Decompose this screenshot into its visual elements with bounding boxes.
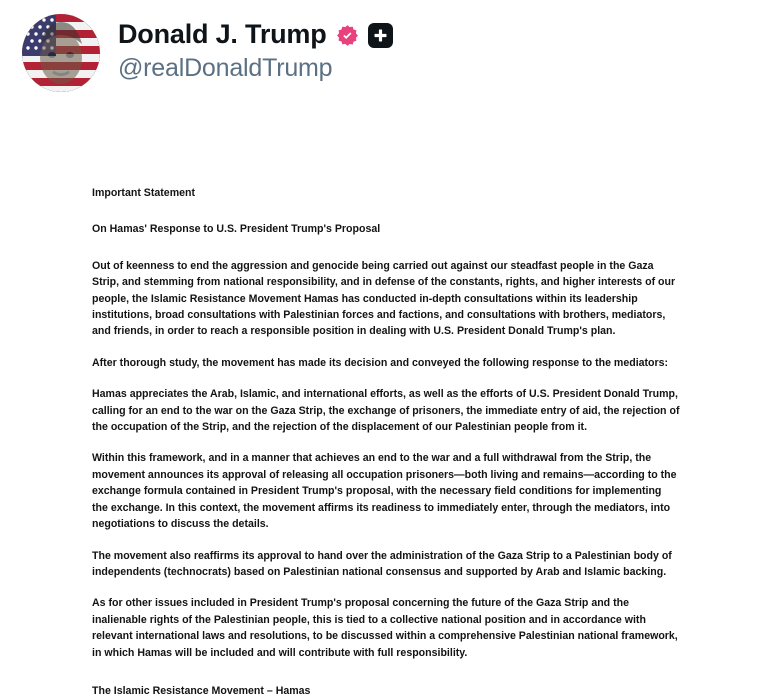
statement-body (92, 185, 680, 699)
name-block (118, 14, 393, 82)
statement-paragraph: Hamas appreciates the Arab, Islamic, and international efforts, as well as the efforts of U.S. President Donald Trump, calling for an end to the war on the Gaza Strip, the exchange of prisoners, the immediate entry of aid, the rejection of the occupation of the Strip, and the rejection of the displacement of our Palestinian people from it. (92, 388, 680, 434)
statement-paragraph: Within this framework, and in a manner that achieves an end to the war and a full withdrawal from the Strip, the movement announces its approval of releasing all occupation prisoners—both living and remains—according to the exchange formula contained in President Trump's proposal, with the necessary field conditions for implementing the exchange. In this context, the movement affirms its readiness to immediately enter, through the mediators, into negotiations to discuss the details. (92, 452, 677, 531)
statement-image (0, 112, 768, 697)
statement-paragraph: The movement also reaffirms its approval to hand over the administration of the Gaza Strip to a Palestinian body of independents (technocrats) based on Palestinian national consensus and supported by Arab and Islamic backing. (92, 549, 672, 578)
statement-paragraph: After thorough study, the movement has made its decision and conveyed the following response to the mediators: (92, 356, 669, 369)
profile-handle: @realDonaldTrump (118, 53, 333, 82)
statement-paragraph: Out of keenness to end the aggression and genocide being carried out against our steadfast people in the Gaza Strip, and stemming from national responsibility, and in defense of the constants, rights, and higher interests of our people, the Islamic Resistance Movement Hamas has conducted in-depth consultations within its leadership institutions, broad consultations with Palestinian forces and factions, and consultations with brothers, mediators, and friends, in order to reach a responsible position in dealing with U.S. President Donald Trump's plan. (92, 259, 676, 338)
government-account-badge-icon (368, 23, 393, 48)
statement-signoff: The Islamic Resistance Movement – Hamas (92, 684, 311, 697)
avatar[interactable] (22, 14, 100, 92)
statement-paragraph: As for other issues included in President Trump's proposal concerning the future of the Gaza Strip and the inalienable rights of the Palestinian people, this is tied to a collective national position and in accordance with relevant international laws and resolutions, to be discussed within a comprehensive Palestinian national framework, in which Hamas will be included and will contribute with full responsibility. (92, 597, 678, 659)
display-name: Donald J. Trump (118, 19, 327, 49)
usa-flag-face-avatar-icon (22, 14, 100, 92)
verified-badge-icon (336, 24, 359, 47)
post-header (0, 0, 768, 92)
display-name-row (118, 20, 393, 50)
statement-title: Important Statement (92, 187, 196, 199)
statement-subtitle: On Hamas' Response to U.S. President Trump's Proposal (92, 223, 381, 236)
